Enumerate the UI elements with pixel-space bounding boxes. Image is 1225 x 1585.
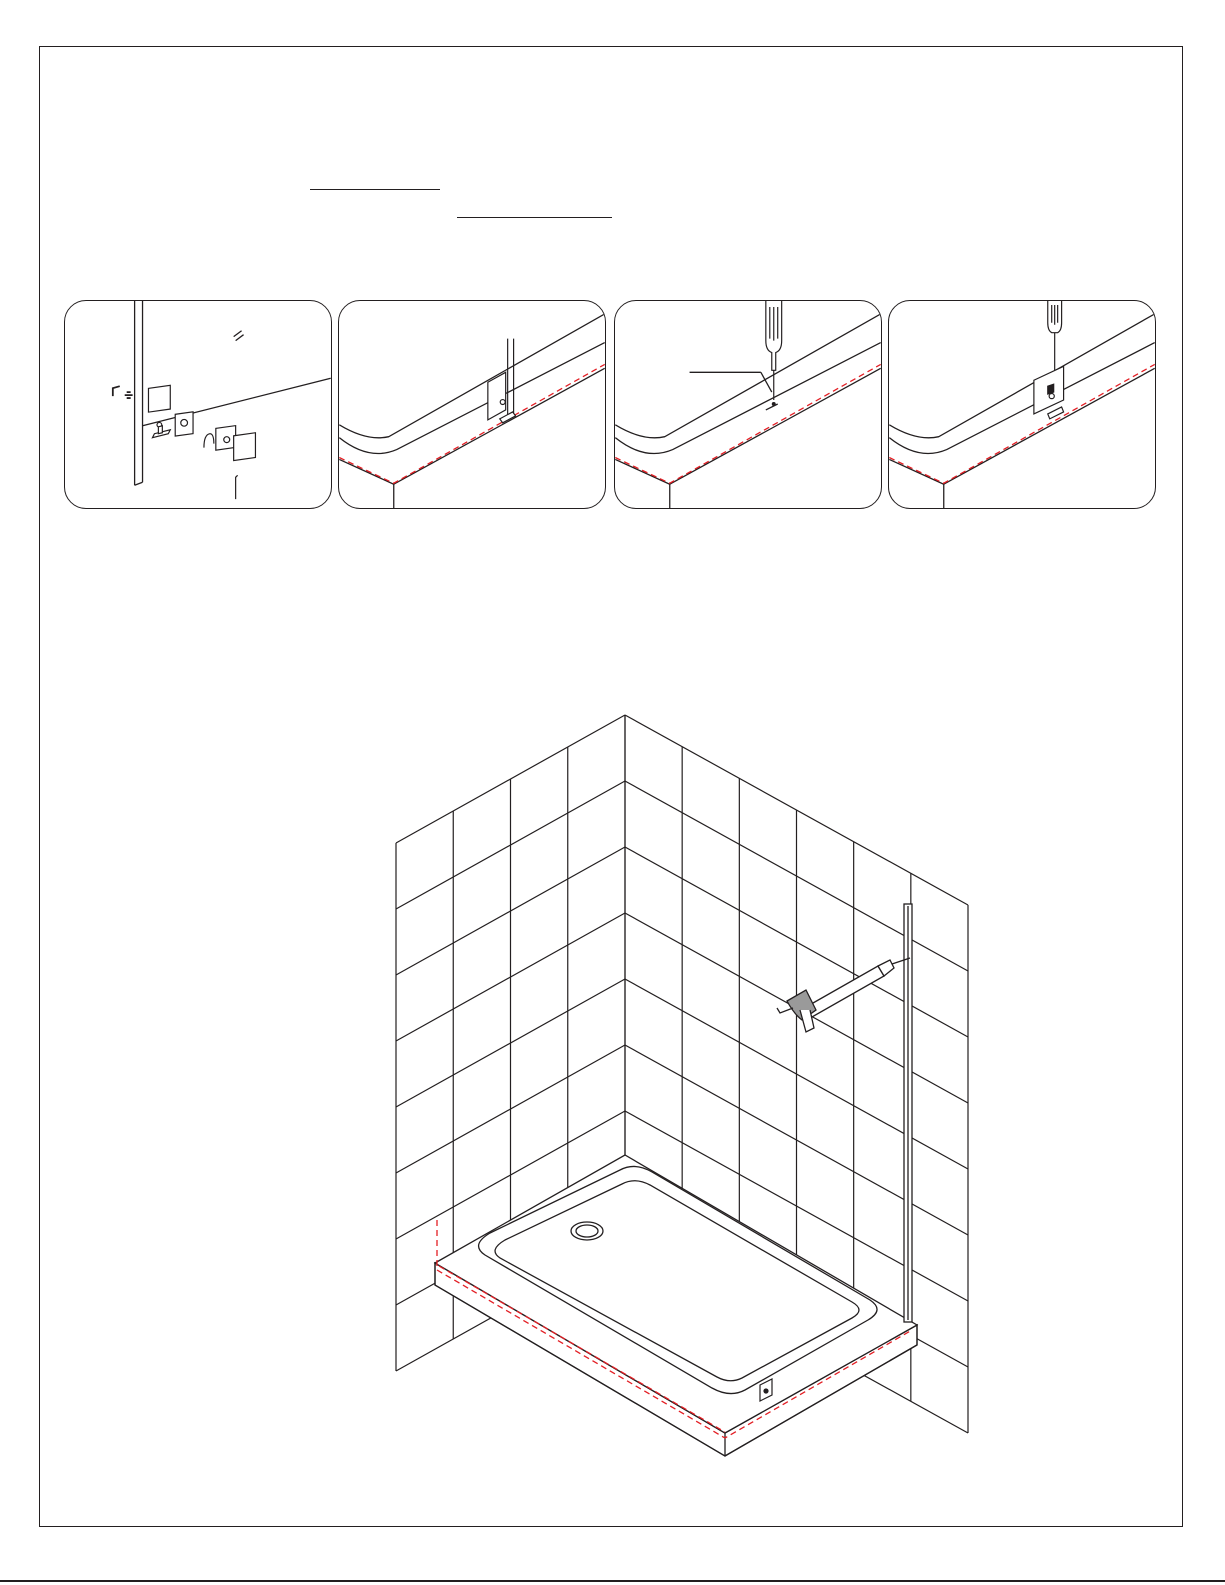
corner-walls-svg (390, 710, 990, 1480)
wall-bracket-icon (1034, 366, 1064, 418)
wall-bracket-icon (488, 339, 516, 423)
drill-bit-icon (766, 301, 782, 405)
step-d-panel (888, 300, 1156, 509)
screwdriver-icon (1048, 301, 1062, 370)
step-c-illustration (615, 301, 881, 508)
screw-icon (113, 386, 133, 398)
shower-tray-seal-illustration (390, 710, 990, 1480)
step-b-panel (338, 300, 606, 509)
wall-profile (904, 904, 912, 1322)
step-c-panel (614, 300, 882, 509)
fill-in-blank-line (457, 217, 612, 218)
step-a-illustration (65, 301, 331, 508)
step-b-illustration (339, 301, 605, 508)
step-a-panel (64, 300, 332, 509)
step-d-illustration (889, 301, 1155, 508)
wall-bracket-icon (148, 385, 255, 499)
fill-in-blank-line (310, 189, 440, 190)
bottom-rule (0, 1580, 1225, 1582)
